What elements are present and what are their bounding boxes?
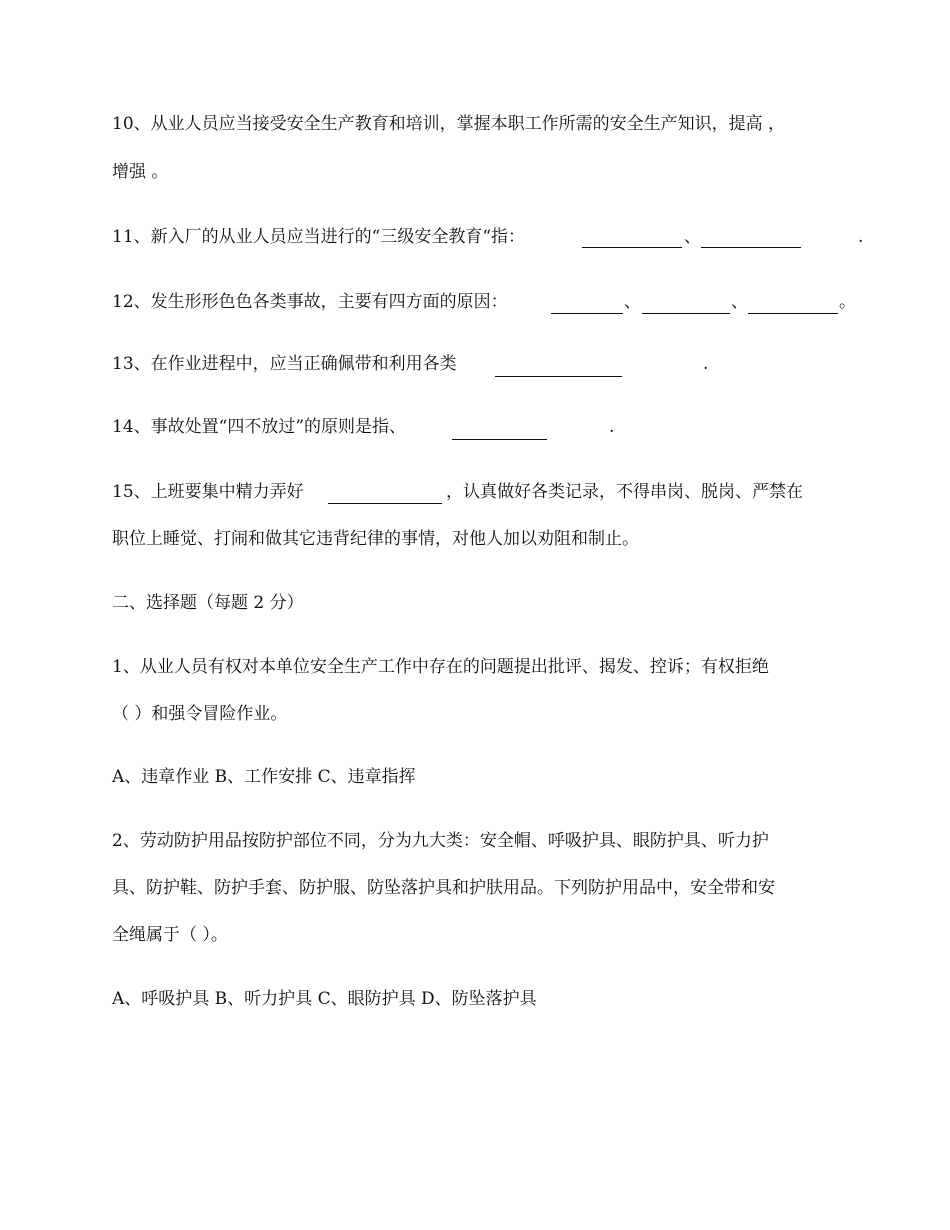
question-12-end-mark: 。 — [839, 292, 856, 312]
choice-question-2-line-3: 全绳属于（ ）。 — [112, 925, 228, 945]
question-12-text: 12、发生形形色色各类事故，主要有四方面的原因： — [112, 292, 508, 312]
question-12-blank-3[interactable] — [748, 313, 838, 314]
question-12-blank-1[interactable] — [551, 313, 623, 314]
question-13-end-mark: . — [703, 354, 709, 374]
question-11-blank-1[interactable] — [582, 247, 682, 248]
question-11-blank-2[interactable] — [701, 247, 801, 248]
question-14-text: 14、事故处置“四不放过”的原则是指、 — [112, 417, 407, 437]
question-13-blank[interactable] — [495, 376, 622, 377]
question-10-line-2: 增强 。 — [112, 162, 169, 182]
choice-question-2-options: A、呼吸护具 B、听力护具 C、眼防护具 D、防坠落护具 — [112, 989, 537, 1009]
question-15-blank[interactable] — [328, 503, 442, 504]
choice-question-1-line-2: （ ）和强令冒险作业。 — [112, 704, 288, 724]
question-12-separator-2: 、 — [731, 292, 748, 312]
choice-question-2-line-2: 具、防护鞋、防护手套、防护服、防坠落护具和护肤用品。下列防护用品中，安全带和安 — [112, 878, 775, 898]
choice-question-1-options: A、违章作业 B、工作安排 C、违章指挥 — [112, 767, 416, 787]
section-2-heading: 二、选择题（每题 2 分） — [112, 593, 304, 613]
question-11-separator: 、 — [684, 227, 701, 247]
choice-question-2-line-1: 2、劳动防护用品按防护部位不同，分为九大类：安全帽、呼吸护具、眼防护具、听力护 — [112, 831, 769, 851]
question-11-text: 11、新入厂的从业人员应当进行的“三级安全教育“指： — [112, 227, 526, 247]
question-15-line-1a: 15、上班要集中精力弄好 — [112, 482, 304, 502]
question-10-line-1: 10、从业人员应当接受安全生产教育和培训，掌握本职工作所需的安全生产知识，提高 ， — [112, 114, 786, 134]
question-13-text: 13、在作业进程中，应当正确佩带和利用各类 — [112, 354, 457, 374]
question-11-end-mark: . — [858, 227, 864, 247]
question-14-blank[interactable] — [452, 439, 547, 440]
question-15-line-2: 职位上睡觉、打闹和做其它违背纪律的事情，对他人加以劝阻和制止。 — [112, 529, 639, 549]
question-12-separator-1: 、 — [624, 292, 641, 312]
question-12-blank-2[interactable] — [642, 313, 730, 314]
question-15-line-1b: ，认真做好各类记录，不得串岗、脱岗、严禁在 — [446, 482, 803, 502]
question-14-end-mark: . — [609, 417, 615, 437]
choice-question-1-line-1: 1、从业人员有权对本单位安全生产工作中存在的问题提出批评、揭发、控诉；有权拒绝 — [112, 657, 769, 677]
